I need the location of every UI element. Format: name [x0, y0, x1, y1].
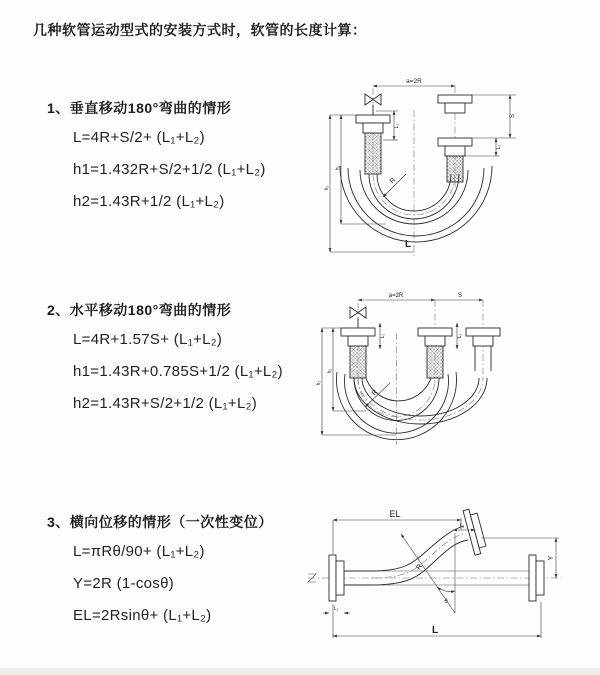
radius-leader	[383, 174, 406, 197]
diagram-vertical-180-bend	[310, 70, 590, 260]
formula-l: L=4R+1.57S+ (L₁+L₂)	[73, 331, 223, 348]
section-3-heading: 3、横向位移的情形（一次性变位）	[47, 514, 273, 530]
formula-y: Y=2R (1-cosθ)	[73, 575, 175, 592]
l-label: L	[431, 625, 439, 636]
left-pipe-assembly	[356, 115, 390, 174]
l2-label: L₂	[496, 144, 502, 150]
displaced-hose	[371, 507, 488, 585]
dimension-y	[481, 538, 559, 578]
l2-label: L₂	[459, 523, 465, 529]
radius-and-angle	[401, 533, 455, 613]
s-label: S	[510, 113, 516, 119]
h1-label: h₁	[327, 368, 333, 374]
dimension-el	[333, 509, 461, 554]
diagram-horizontal-180-bend	[308, 283, 593, 458]
formula-l: L=πRθ/90+ (L₁+L₂)	[73, 543, 205, 560]
dimension-a2r	[358, 293, 435, 300]
l1-label: L₁	[333, 606, 339, 612]
formula-h1: h1=1.432R+S/2+1/2 (L₁+L₂)	[73, 161, 266, 178]
dimension-l1	[380, 323, 386, 349]
r-label: R	[388, 176, 398, 186]
dimension-s	[435, 293, 483, 300]
dimension-s	[472, 95, 516, 138]
section-2-heading: 2、水平移动180°弯曲的情形	[47, 302, 232, 318]
formula-el: EL=2Rsinθ+ (L₁+L₂)	[73, 607, 212, 624]
displaced-flange	[463, 507, 487, 555]
section-lateral-displacement	[47, 512, 273, 640]
hose-curves	[337, 372, 488, 440]
h2-label: h₂	[316, 380, 322, 386]
h1-label: h₁	[335, 165, 341, 171]
middle-pipe-assembly	[418, 328, 452, 378]
formula-h2: h2=1.43R+S/2+1/2 (L₁+L₂)	[73, 395, 258, 412]
dimension-a2r	[373, 78, 455, 86]
section-vertical-180	[47, 98, 266, 226]
a2r-label: a=2R	[406, 78, 422, 85]
section-1-heading: 1、垂直移动180°弯曲的情形	[47, 100, 232, 116]
page-title: 几种软管运动型式的安装方式时，软管的长度计算：	[33, 22, 367, 38]
a2r-label: a=2R	[388, 293, 404, 299]
left-pipe-assembly	[341, 328, 375, 378]
r-label: R	[370, 388, 380, 398]
right-pipe-assembly	[438, 95, 472, 182]
l-label: L	[404, 239, 412, 250]
formula-h1: h1=1.43R+0.785S+1/2 (L₁+L₂)	[73, 363, 283, 380]
el-label: EL	[389, 509, 401, 519]
diagram-lateral-displacement	[303, 508, 593, 653]
dimension-l2	[457, 323, 463, 349]
hose-curves	[340, 166, 492, 242]
dimension-l1	[323, 606, 350, 613]
s-label: S	[457, 293, 463, 299]
l1-label: L₁	[394, 123, 400, 129]
theta-label: θ	[444, 599, 448, 605]
centerlines	[358, 300, 483, 445]
h2-label: h₂	[324, 185, 330, 191]
y-label: Y	[548, 555, 555, 561]
formula-l: L=4R+S/2+ (L₁+L₂)	[73, 129, 205, 146]
l2-label: L₂	[457, 333, 463, 339]
centerline-axis	[308, 574, 561, 582]
formula-h2: h2=1.43R+1/2 (L₁+L₂)	[73, 193, 225, 210]
page-bottom-edge	[0, 668, 600, 675]
section-horizontal-180	[47, 300, 283, 428]
r-label: R	[415, 563, 425, 572]
l1-label: L₁	[380, 333, 386, 339]
dimension-l	[333, 602, 541, 638]
